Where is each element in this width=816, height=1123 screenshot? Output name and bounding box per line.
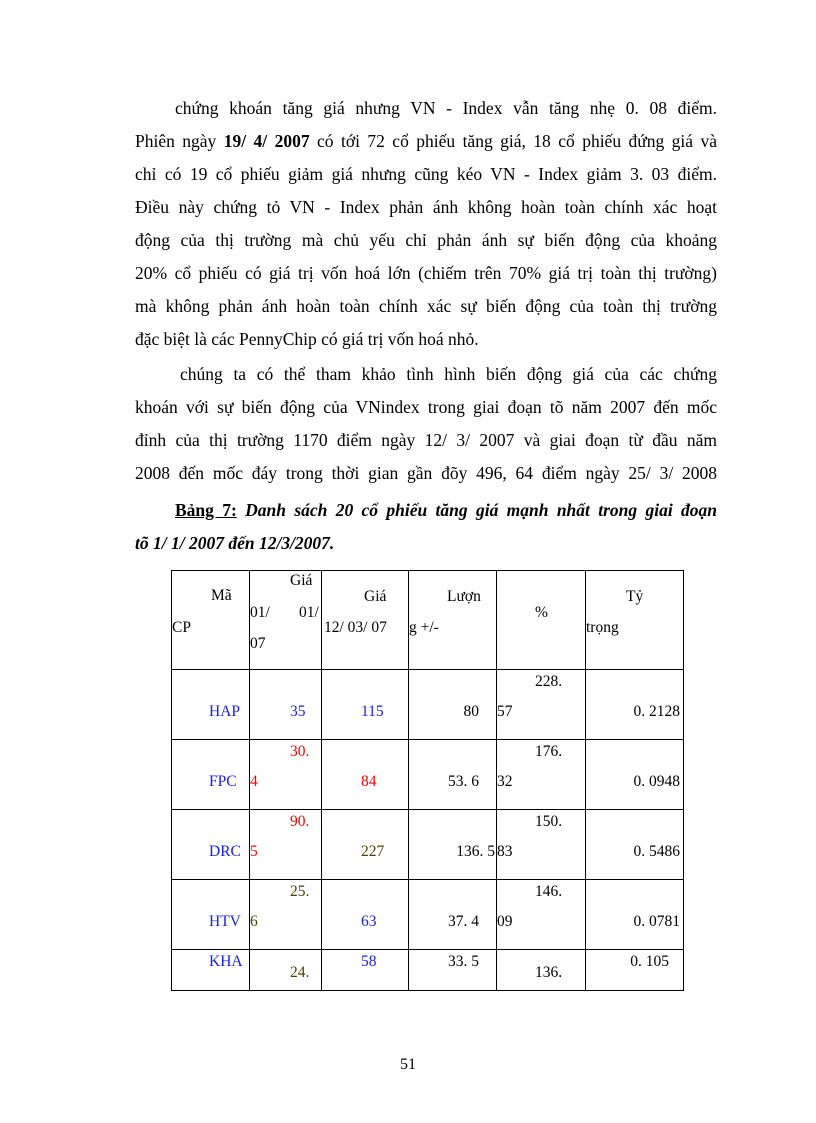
header-change: g +/-	[409, 619, 439, 636]
table-row	[172, 810, 684, 880]
cell-code: HAP	[209, 703, 241, 720]
cell-price-start: 24.	[290, 964, 310, 981]
table-row	[172, 670, 684, 740]
paragraph-2-line: đỉnh của thị trường 1170 điểm ngày 12/ 3/ 2007 và giai đoạn từ đầu năm	[135, 430, 717, 450]
paragraph-2-line: chúng ta có thể tham khảo tình hình biến động giá của các chứng	[180, 364, 717, 384]
caption-line-1	[135, 494, 717, 527]
paragraph-1	[135, 92, 717, 356]
cell-code: FPC	[209, 773, 237, 790]
table-row	[172, 880, 684, 950]
paragraph-1-line: chứng khoán tăng giá nhưng VN - Index vẫn tăng nhẹ 0. 08 điểm.	[175, 98, 717, 118]
cell-weight: 0. 105	[630, 953, 669, 970]
header-weight: trọng	[586, 619, 619, 636]
cell-price-end: 84	[361, 773, 377, 790]
cell-weight: 0. 5486	[633, 843, 680, 860]
cell-code: KHA	[209, 953, 243, 970]
cell-code: DRC	[209, 843, 241, 860]
cell-change: 33. 5	[448, 953, 479, 970]
cell-change: 37. 4	[448, 913, 479, 930]
cell-price-end: 227	[361, 843, 385, 860]
header-price-end: 12/ 03/ 07	[324, 619, 387, 636]
cell-percent: 57	[497, 703, 513, 720]
cell-percent: 150.	[535, 813, 563, 830]
cell-percent: 146.	[535, 883, 563, 900]
cell-price-start: 5	[250, 843, 258, 860]
cell-weight: 0. 0948	[633, 773, 680, 790]
cell-percent: 228.	[535, 673, 563, 690]
cell-price-start: 25.	[290, 883, 310, 900]
paragraph-1-line: mà không phản ánh hoàn toàn chính xác sự biến động của toàn thị trường	[135, 296, 717, 316]
header-price-start: 01/	[299, 604, 319, 621]
header-price-start: 07	[250, 635, 266, 652]
paragraph-1-line: chỉ có 19 cổ phiếu giảm giá nhưng cũng kéo VN - Index giảm 3. 03 điểm.	[135, 164, 717, 184]
paragraph-1-line: động của thị trường mà chủ yếu chỉ phản ánh sự biến động của khoảng	[135, 230, 717, 250]
stock-table	[171, 570, 684, 991]
cell-code: HTV	[209, 913, 241, 930]
cell-weight: 0. 0781	[633, 913, 680, 930]
cell-percent: 09	[497, 913, 513, 930]
cell-change: 136. 5	[456, 843, 495, 860]
header-percent: %	[535, 604, 548, 621]
caption-title: Danh sách 20 cổ phiếu tăng giá mạnh nhất trong giai đoạn	[245, 500, 717, 520]
cell-change: 53. 6	[448, 773, 479, 790]
header-price-start: 01/	[250, 604, 270, 621]
header-price-end: Giá	[364, 588, 387, 605]
header-code: Mã	[211, 587, 232, 604]
cell-price-start: 35	[290, 703, 306, 720]
cell-change: 80	[463, 703, 479, 720]
caption-label: Bảng 7:	[175, 500, 237, 520]
page-number: 51	[400, 1056, 416, 1073]
paragraph-2-line: khoán với sự biến động của VNindex trong giai đoạn tõ năm 2007 đến mốc	[135, 397, 717, 417]
paragraph-1-line: Phiên ngày 19/ 4/ 2007 có tới 72 cổ phiếu tăng giá, 18 cổ phiếu đứng giá và	[135, 131, 717, 151]
cell-percent: 136.	[535, 964, 563, 981]
cell-price-end: 115	[361, 703, 384, 720]
paragraph-1-line: đặc biệt là các PennyChip có giá trị vốn hoá nhỏ.	[135, 329, 479, 349]
cell-price-end: 63	[361, 913, 377, 930]
cell-price-start: 90.	[290, 813, 310, 830]
cell-price-start: 30.	[290, 743, 310, 760]
table-row	[172, 950, 684, 991]
table-caption	[135, 494, 717, 560]
cell-percent: 32	[497, 773, 513, 790]
cell-price-start: 4	[250, 773, 258, 790]
header-price-start: Giá	[290, 572, 313, 589]
table-row	[172, 740, 684, 810]
table-header-row	[172, 571, 684, 670]
cell-percent: 83	[497, 843, 513, 860]
paragraph-1-line: 20% cổ phiếu có giá trị vốn hoá lớn (chiếm trên 70% giá trị toàn thị trường)	[135, 263, 717, 283]
paragraph-2-line: 2008 đến mốc đáy trong thời gian gần đõy 496, 64 điểm ngày 25/ 3/ 2008	[135, 463, 717, 483]
cell-price-end: 58	[361, 953, 377, 970]
caption-line-2: tõ 1/ 1/ 2007 đến 12/3/2007.	[135, 533, 335, 553]
header-code: CP	[172, 619, 191, 636]
header-weight: Tỷ	[626, 588, 644, 605]
cell-percent: 176.	[535, 743, 563, 760]
cell-weight: 0. 2128	[633, 703, 680, 720]
paragraph-2	[135, 358, 717, 490]
paragraph-1-line: Điều này chứng tỏ VN - Index phản ánh không hoàn toàn chính xác hoạt	[135, 197, 717, 217]
header-change: Lượn	[447, 588, 481, 605]
cell-price-start: 6	[250, 913, 258, 930]
